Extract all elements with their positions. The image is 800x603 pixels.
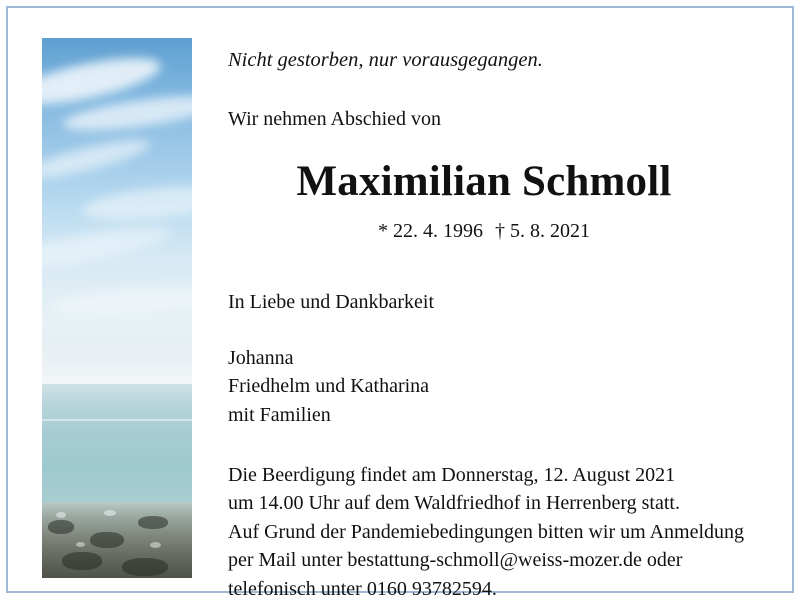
- list-item: mit Familien: [228, 403, 331, 426]
- photo-column: [22, 22, 192, 577]
- birth-date: * 22. 4. 1996: [378, 219, 483, 242]
- stone-shape: [90, 532, 124, 548]
- cloud-icon: [42, 133, 153, 186]
- detail-line: um 14.00 Uhr auf dem Waldfriedhof in Herrenberg statt.: [228, 492, 680, 515]
- cloud-icon: [51, 282, 192, 318]
- seascape-photo: [42, 38, 192, 578]
- pebble-shape: [56, 512, 66, 518]
- sea-region: [42, 384, 192, 503]
- page-border: [6, 6, 794, 600]
- shore-region: [42, 502, 192, 578]
- stone-shape: [48, 520, 74, 534]
- list-item: Johanna: [228, 346, 294, 369]
- pebble-shape: [104, 510, 116, 516]
- stone-shape: [138, 516, 168, 529]
- survivors-list: [228, 344, 758, 429]
- detail-line: Auf Grund der Pandemiebedingungen bitten wir um Anmeldung: [228, 520, 745, 543]
- death-date: † 5. 8. 2021: [495, 219, 590, 242]
- pebble-shape: [150, 542, 161, 548]
- deceased-name: Maximilian Schmoll: [296, 157, 672, 205]
- stone-shape: [62, 552, 102, 570]
- list-item: Friedhelm und Katharina: [228, 375, 430, 398]
- motto-text: Nicht gestorben, nur vorausgegangen.: [228, 49, 543, 71]
- sky-region: [42, 38, 192, 384]
- detail-line: telefonisch unter 0160 93782594.: [228, 577, 497, 600]
- cloud-icon: [42, 219, 173, 274]
- stone-shape: [122, 558, 168, 576]
- detail-line: Die Beerdigung findet am Donnerstag, 12. August 2021: [228, 463, 676, 486]
- funeral-details: [228, 461, 758, 603]
- cloud-icon: [81, 180, 192, 226]
- text-column: [192, 22, 778, 600]
- obituary-notice: [22, 22, 778, 600]
- pebble-shape: [76, 542, 85, 547]
- lead-text: Wir nehmen Abschied von: [228, 107, 442, 130]
- gratitude-text: In Liebe und Dankbarkeit: [228, 290, 435, 313]
- life-dates: [228, 220, 758, 243]
- detail-line: per Mail unter bestattung-schmoll@weiss-mozer.de oder: [228, 549, 683, 572]
